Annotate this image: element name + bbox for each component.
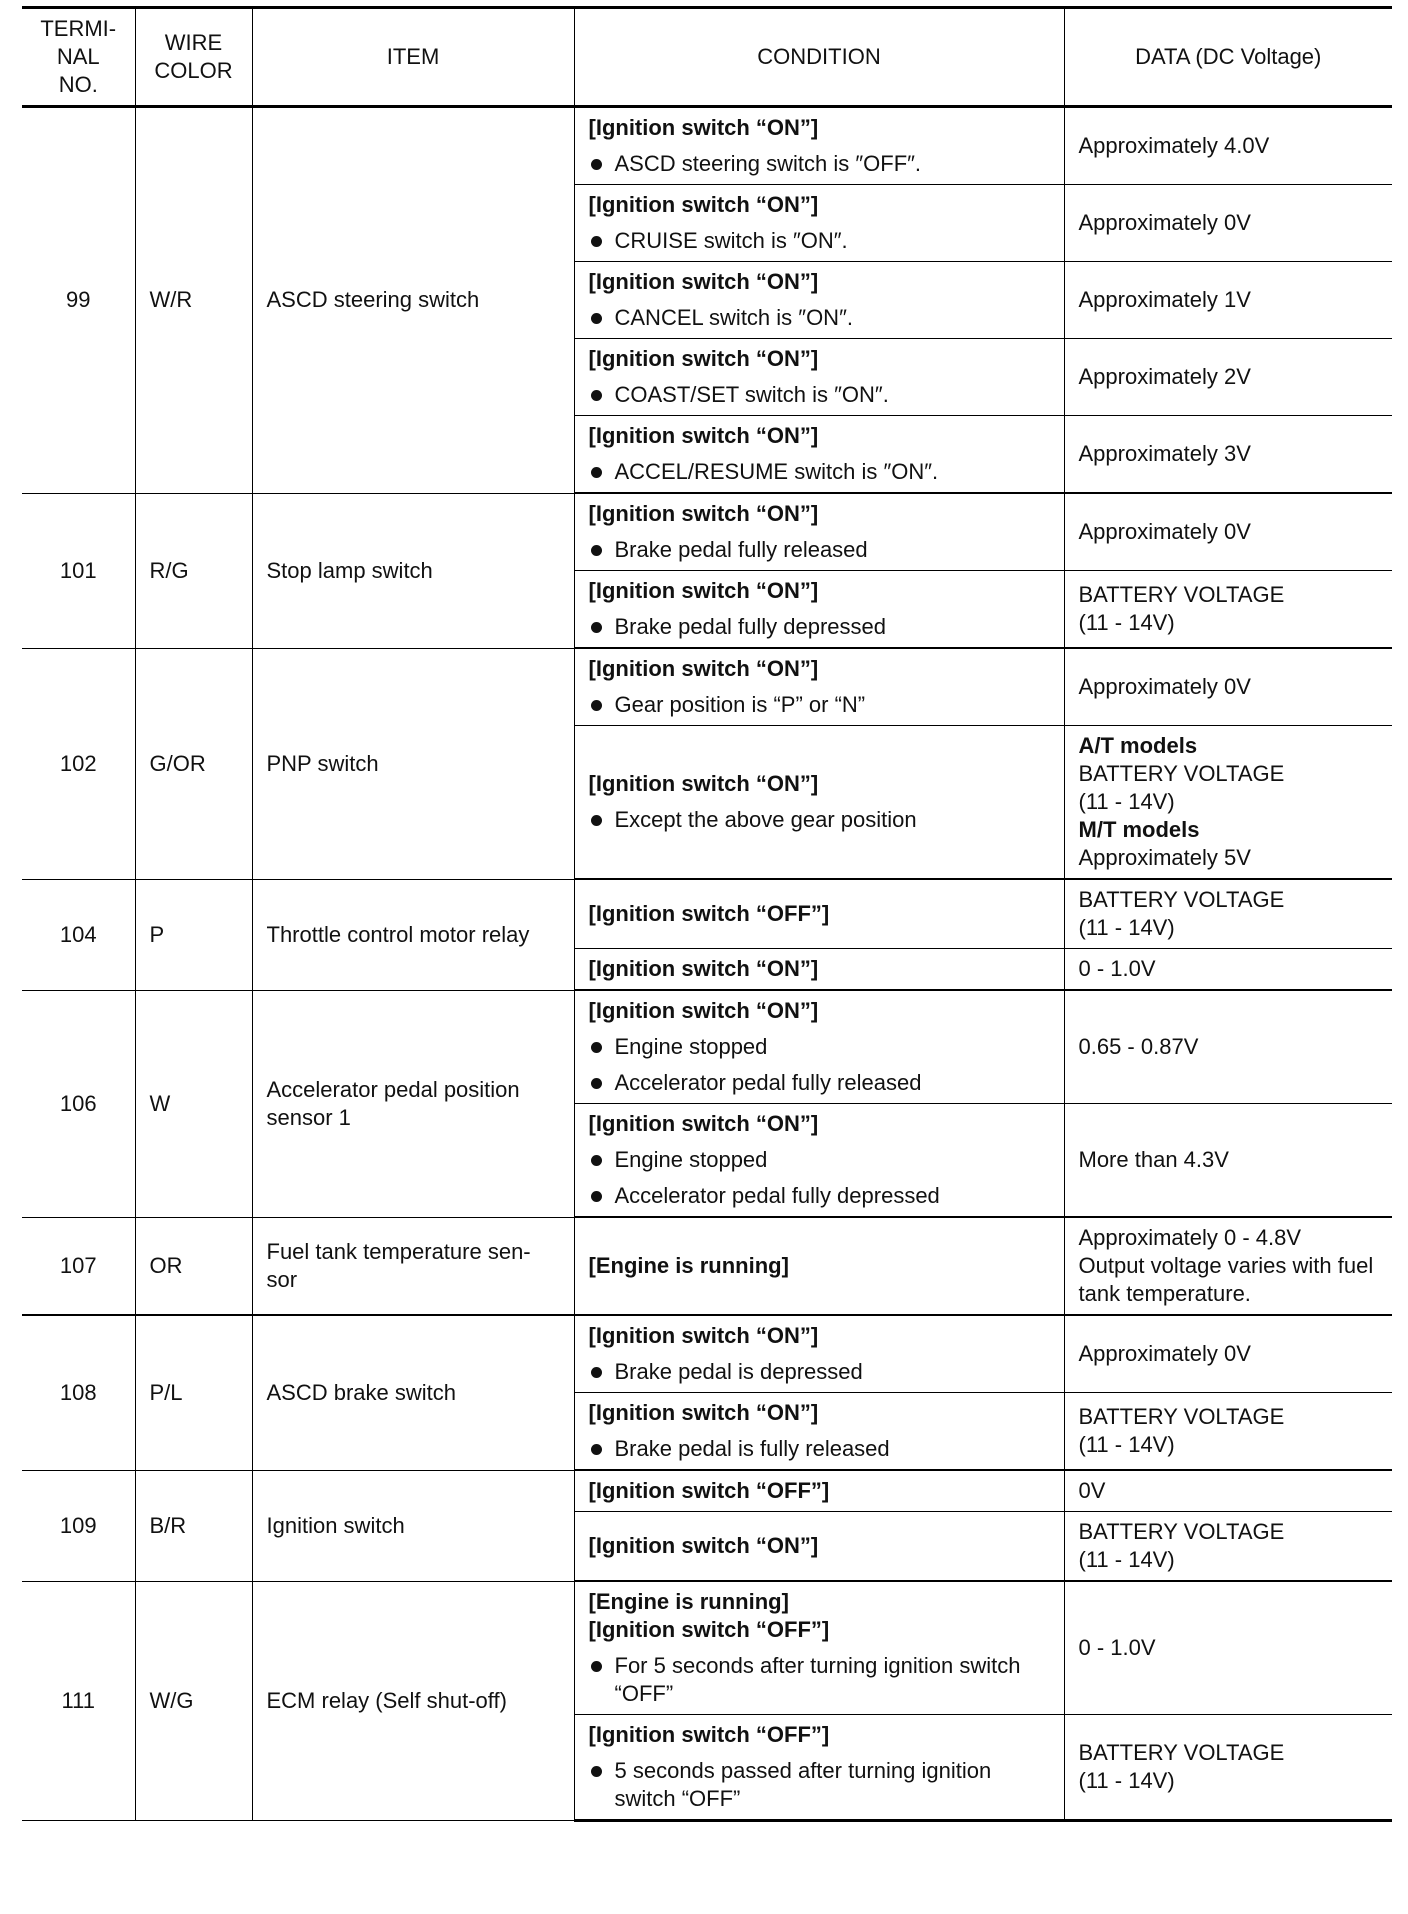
table-row	[22, 1581, 1392, 1715]
condition-cell	[574, 185, 1064, 262]
data-value: Approximately 0V	[1078, 1341, 1251, 1366]
terminal-number: 111	[22, 1581, 135, 1821]
wire-color: R/G	[135, 493, 252, 648]
condition-cell	[574, 1104, 1064, 1218]
data-cell	[1064, 1393, 1392, 1471]
terminal-number: 107	[22, 1217, 135, 1315]
data-value: Approximately 4.0V	[1078, 133, 1270, 158]
data-value: Approximately 0 - 4.8V	[1078, 1225, 1302, 1250]
data-value: (11 - 14V)	[1078, 1768, 1175, 1793]
condition-bullet	[589, 1033, 1050, 1061]
wire-color: W	[135, 990, 252, 1217]
condition-heading: [Ignition switch “ON”]	[588, 423, 819, 448]
condition-bullet	[589, 227, 1050, 255]
bullet-dot-icon	[591, 313, 602, 324]
terminal-number: 104	[22, 879, 135, 990]
header-wire-color: WIRE COLOR	[135, 8, 252, 107]
data-cell	[1064, 1470, 1392, 1512]
table-header	[22, 8, 1392, 107]
wire-color: P/L	[135, 1315, 252, 1470]
data-cell	[1064, 571, 1392, 649]
condition-bullet-text: 5 seconds passed after turning ignition switch “OFF”	[614, 1758, 992, 1811]
condition-bullet	[589, 806, 1050, 834]
bullet-dot-icon	[591, 467, 602, 478]
table-row	[22, 1315, 1392, 1393]
condition-heading: [Ignition switch “ON”]	[588, 501, 819, 526]
data-cell	[1064, 1315, 1392, 1393]
condition-heading: [Ignition switch “ON”]	[588, 1323, 819, 1348]
condition-heading: [Ignition switch “ON”]	[588, 1533, 819, 1558]
data-value: (11 - 14V)	[1078, 1432, 1175, 1457]
condition-heading: [Ignition switch “OFF”]	[588, 1617, 830, 1642]
condition-bullet	[589, 1652, 1050, 1708]
condition-bullet-text: For 5 seconds after turning ignition switch “OFF”	[614, 1653, 1021, 1706]
condition-heading: [Ignition switch “ON”]	[588, 269, 819, 294]
item-name: ECM relay (Self shut-off)	[252, 1581, 574, 1821]
condition-bullet	[589, 1358, 1050, 1386]
condition-cell	[574, 1512, 1064, 1582]
condition-heading: [Ignition switch “ON”]	[588, 578, 819, 603]
condition-cell	[574, 262, 1064, 339]
condition-bullet	[589, 458, 1050, 486]
data-value: BATTERY VOLTAGE	[1078, 582, 1285, 607]
data-value: Approximately 3V	[1078, 441, 1251, 466]
data-value: BATTERY VOLTAGE	[1078, 1519, 1285, 1544]
data-cell	[1064, 107, 1392, 185]
condition-bullet-text: Brake pedal is depressed	[614, 1359, 863, 1384]
data-value: BATTERY VOLTAGE	[1078, 1404, 1285, 1429]
data-cell	[1064, 879, 1392, 949]
header-item: ITEM	[252, 8, 574, 107]
bullet-dot-icon	[591, 159, 602, 170]
item-name: Ignition switch	[252, 1470, 574, 1581]
data-cell	[1064, 185, 1392, 262]
data-cell	[1064, 493, 1392, 571]
condition-bullet-text: Brake pedal is fully released	[614, 1436, 890, 1461]
condition-heading: [Ignition switch “ON”]	[588, 1400, 819, 1425]
item-name: Throttle control motor relay	[252, 879, 574, 990]
item-name: PNP switch	[252, 648, 574, 879]
bullet-dot-icon	[591, 1661, 602, 1672]
header-condition: CONDITION	[574, 8, 1064, 107]
condition-heading: [Ignition switch “ON”]	[588, 656, 819, 681]
data-value: 0 - 1.0V	[1078, 956, 1156, 981]
condition-bullet	[589, 1069, 1050, 1097]
condition-cell	[574, 339, 1064, 416]
bullet-dot-icon	[591, 1367, 602, 1378]
data-value: 0 - 1.0V	[1078, 1635, 1156, 1660]
condition-bullet-text: Except the above gear position	[614, 807, 917, 832]
terminal-number: 106	[22, 990, 135, 1217]
condition-cell	[574, 1315, 1064, 1393]
bullet-dot-icon	[591, 390, 602, 401]
bullet-dot-icon	[591, 1191, 602, 1202]
table-row	[22, 648, 1392, 726]
data-value: Output voltage varies with fuel tank temperature.	[1078, 1253, 1374, 1306]
item-name: Fuel tank temperature sen- sor	[252, 1217, 574, 1315]
data-cell	[1064, 648, 1392, 726]
bullet-dot-icon	[591, 1155, 602, 1166]
condition-bullet-text: Brake pedal fully released	[614, 537, 868, 562]
wire-color: G/OR	[135, 648, 252, 879]
table-row	[22, 1217, 1392, 1315]
table-row	[22, 1470, 1392, 1512]
condition-cell	[574, 1393, 1064, 1471]
condition-bullet-text: CRUISE switch is ″ON″.	[614, 228, 848, 253]
data-value: Approximately 0V	[1078, 210, 1251, 235]
condition-heading: [Ignition switch “ON”]	[588, 956, 819, 981]
data-cell	[1064, 339, 1392, 416]
data-value: 0V	[1078, 1478, 1106, 1503]
condition-cell	[574, 726, 1064, 880]
data-value: BATTERY VOLTAGE	[1078, 761, 1285, 786]
condition-heading: [Ignition switch “ON”]	[588, 115, 819, 140]
condition-cell	[574, 416, 1064, 494]
ecm-terminal-table	[22, 6, 1392, 1822]
condition-cell	[574, 493, 1064, 571]
terminal-number: 102	[22, 648, 135, 879]
bullet-dot-icon	[591, 1444, 602, 1455]
condition-bullet	[589, 536, 1050, 564]
condition-heading: [Ignition switch “OFF”]	[588, 901, 830, 926]
data-value: (11 - 14V)	[1078, 789, 1175, 814]
bullet-dot-icon	[591, 1078, 602, 1089]
condition-bullet-text: Brake pedal fully depressed	[614, 614, 886, 639]
data-value: More than 4.3V	[1078, 1147, 1229, 1172]
item-name: Stop lamp switch	[252, 493, 574, 648]
data-cell	[1064, 1217, 1392, 1315]
header-data: DATA (DC Voltage)	[1064, 8, 1392, 107]
terminal-number: 109	[22, 1470, 135, 1581]
data-value: (11 - 14V)	[1078, 610, 1175, 635]
wire-color: OR	[135, 1217, 252, 1315]
data-cell	[1064, 1512, 1392, 1582]
condition-cell	[574, 990, 1064, 1104]
bullet-dot-icon	[591, 815, 602, 826]
data-value: (11 - 14V)	[1078, 915, 1175, 940]
condition-bullet	[589, 1182, 1050, 1210]
condition-cell	[574, 1715, 1064, 1821]
data-value: BATTERY VOLTAGE	[1078, 887, 1285, 912]
data-value: 0.65 - 0.87V	[1078, 1034, 1199, 1059]
table-row	[22, 107, 1392, 185]
item-name: ASCD steering switch	[252, 107, 574, 494]
condition-cell	[574, 1581, 1064, 1715]
bullet-dot-icon	[591, 700, 602, 711]
condition-cell	[574, 1470, 1064, 1512]
condition-cell	[574, 949, 1064, 991]
condition-bullet	[589, 150, 1050, 178]
bullet-dot-icon	[591, 1042, 602, 1053]
condition-cell	[574, 107, 1064, 185]
condition-heading: [Engine is running]	[588, 1253, 789, 1278]
wire-color: W/G	[135, 1581, 252, 1821]
condition-bullet	[589, 1146, 1050, 1174]
condition-cell	[574, 879, 1064, 949]
condition-heading: [Ignition switch “ON”]	[588, 346, 819, 371]
condition-bullet	[589, 304, 1050, 332]
table-row	[22, 879, 1392, 949]
bullet-dot-icon	[591, 545, 602, 556]
data-cell	[1064, 1715, 1392, 1821]
data-model-label: A/T models	[1078, 733, 1198, 758]
table-row	[22, 990, 1392, 1104]
condition-bullet	[589, 1757, 1050, 1813]
wire-color: P	[135, 879, 252, 990]
data-cell	[1064, 416, 1392, 494]
condition-bullet-text: Gear position is “P” or “N”	[614, 692, 866, 717]
condition-heading: [Ignition switch “OFF”]	[588, 1478, 830, 1503]
condition-cell	[574, 648, 1064, 726]
data-value: Approximately 0V	[1078, 674, 1251, 699]
data-value: Approximately 0V	[1078, 519, 1251, 544]
terminal-number: 108	[22, 1315, 135, 1470]
bullet-dot-icon	[591, 236, 602, 247]
table-body	[22, 107, 1392, 1821]
data-cell	[1064, 726, 1392, 880]
terminal-number: 99	[22, 107, 135, 494]
data-cell	[1064, 1581, 1392, 1715]
condition-bullet-text: Engine stopped	[614, 1034, 768, 1059]
condition-heading: [Ignition switch “ON”]	[588, 998, 819, 1023]
terminal-number: 101	[22, 493, 135, 648]
condition-bullet-text: COAST/SET switch is ″ON″.	[614, 382, 889, 407]
data-value: BATTERY VOLTAGE	[1078, 1740, 1285, 1765]
data-cell	[1064, 262, 1392, 339]
data-cell	[1064, 990, 1392, 1104]
condition-bullet-text: ACCEL/RESUME switch is ″ON″.	[614, 459, 939, 484]
wire-color: W/R	[135, 107, 252, 494]
condition-bullet	[589, 613, 1050, 641]
data-cell	[1064, 949, 1392, 991]
item-name: Accelerator pedal position sensor 1	[252, 990, 574, 1217]
condition-heading: [Ignition switch “OFF”]	[588, 1722, 830, 1747]
condition-heading: [Ignition switch “ON”]	[588, 771, 819, 796]
data-value: Approximately 5V	[1078, 845, 1251, 870]
condition-bullet	[589, 381, 1050, 409]
condition-bullet	[589, 691, 1050, 719]
condition-bullet-text: Accelerator pedal fully depressed	[614, 1183, 940, 1208]
data-cell	[1064, 1104, 1392, 1218]
condition-heading: [Engine is running]	[588, 1589, 789, 1614]
condition-bullet-text: Engine stopped	[614, 1147, 768, 1172]
condition-bullet-text: Accelerator pedal fully released	[614, 1070, 922, 1095]
data-model-label: M/T models	[1078, 817, 1200, 842]
condition-bullet-text: ASCD steering switch is ″OFF″.	[614, 151, 922, 176]
condition-heading: [Ignition switch “ON”]	[588, 1111, 819, 1136]
data-value: Approximately 1V	[1078, 287, 1251, 312]
condition-cell	[574, 1217, 1064, 1315]
data-value: Approximately 2V	[1078, 364, 1251, 389]
condition-heading: [Ignition switch “ON”]	[588, 192, 819, 217]
condition-cell	[574, 571, 1064, 649]
bullet-dot-icon	[591, 1766, 602, 1777]
data-value: (11 - 14V)	[1078, 1547, 1175, 1572]
wire-color: B/R	[135, 1470, 252, 1581]
header-row	[22, 8, 1392, 107]
condition-bullet	[589, 1435, 1050, 1463]
condition-bullet-text: CANCEL switch is ″ON″.	[614, 305, 853, 330]
item-name: ASCD brake switch	[252, 1315, 574, 1470]
header-terminal: TERMI- NAL NO.	[22, 8, 135, 107]
bullet-dot-icon	[591, 622, 602, 633]
table-row	[22, 493, 1392, 571]
